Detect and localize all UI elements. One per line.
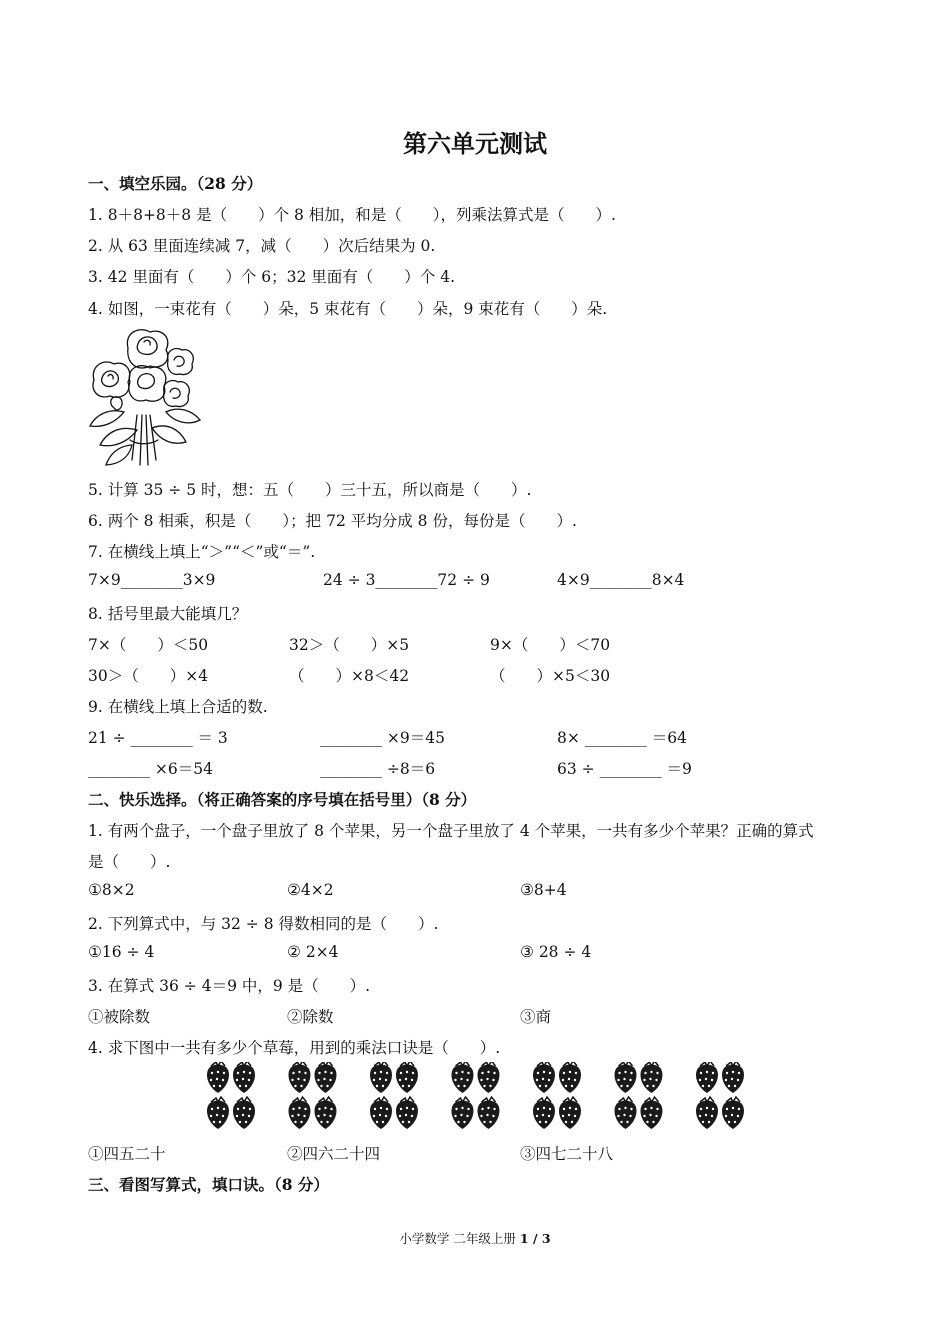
strawberry-icon bbox=[559, 1062, 581, 1093]
strawberry-icon bbox=[396, 1097, 418, 1129]
strawberry-icon bbox=[370, 1097, 392, 1129]
strawberry-icon bbox=[315, 1062, 337, 1093]
option-a: ①16 ÷ 4 bbox=[88, 943, 155, 961]
strawberry-icon bbox=[641, 1062, 663, 1093]
rose-bouquet-image bbox=[82, 320, 207, 470]
question-1-4: 4. 如图，一束花有（ ）朵，5 束花有（ ）朵，9 束花有（ ）朵. bbox=[88, 300, 608, 318]
compare-item-1: 7×9________3×9 bbox=[88, 571, 216, 589]
strawberry-icon bbox=[207, 1097, 229, 1129]
option-c: ③四七二十八 bbox=[520, 1145, 614, 1163]
question-1-1: 1. 8＋8+8＋8 是（ ）个 8 相加，和是（ ），列乘法算式是（ ）. bbox=[88, 206, 616, 224]
question-2-4: 4. 求下图中一共有多少个草莓，用到的乘法口诀是（ ）. bbox=[88, 1039, 501, 1057]
compare-item-3: 4×9________8×4 bbox=[557, 571, 685, 589]
fill-number-item: ________ ×9＝45 bbox=[320, 729, 445, 747]
strawberry-icon bbox=[696, 1097, 718, 1129]
strawberry-icon bbox=[370, 1062, 392, 1093]
option-b: ②除数 bbox=[287, 1008, 334, 1026]
strawberry-icon bbox=[289, 1062, 311, 1093]
question-1-5: 5. 计算 35 ÷ 5 时，想：五（ ）三十五，所以商是（ ）. bbox=[88, 481, 532, 499]
question-2-2: 2. 下列算式中，与 32 ÷ 8 得数相同的是（ ）. bbox=[88, 915, 439, 933]
footer-text: 小学数学 二年级上册 bbox=[399, 1231, 516, 1246]
compare-item-2: 24 ÷ 3________72 ÷ 9 bbox=[323, 571, 490, 589]
strawberry-icon bbox=[615, 1097, 637, 1129]
strawberry-icon bbox=[615, 1062, 637, 1093]
option-c: ③8+4 bbox=[520, 881, 567, 899]
strawberry-icon bbox=[696, 1062, 718, 1093]
fill-number-item: 21 ÷ ________ ＝ 3 bbox=[88, 729, 228, 747]
strawberry-icon bbox=[722, 1097, 744, 1129]
option-c: ③商 bbox=[520, 1008, 552, 1026]
max-fill-item: 30＞（ ）×4 bbox=[88, 667, 209, 685]
option-c: ③ 28 ÷ 4 bbox=[520, 943, 592, 961]
question-1-8: 8. 括号里最大能填几？ bbox=[88, 605, 248, 623]
question-2-3: 3. 在算式 36 ÷ 4＝9 中，9 是（ ）. bbox=[88, 977, 371, 995]
section3-heading: 三、看图写算式，填口诀。（8 分） bbox=[88, 1175, 329, 1194]
strawberry-icon bbox=[641, 1097, 663, 1129]
question-2-1-cont: 是（ ）. bbox=[88, 853, 171, 871]
strawberry-icon bbox=[452, 1062, 474, 1093]
max-fill-item: 7×（ ）＜50 bbox=[88, 636, 209, 654]
option-b: ② 2×4 bbox=[287, 943, 339, 961]
max-fill-item: （ ）×8＜42 bbox=[289, 667, 410, 685]
strawberry-icon bbox=[533, 1062, 555, 1093]
question-1-2: 2. 从 63 里面连续减 7，减（ ）次后结果为 0. bbox=[88, 237, 436, 255]
fill-number-item: 63 ÷ ________ ＝9 bbox=[557, 760, 692, 778]
question-1-7: 7. 在横线上填上“＞”“＜”或“＝”. bbox=[88, 543, 316, 561]
page-footer bbox=[0, 1229, 950, 1247]
page-title: 第六单元测试 bbox=[403, 129, 547, 158]
option-a: ①8×2 bbox=[88, 881, 135, 899]
strawberry-icon bbox=[452, 1097, 474, 1129]
strawberry-icon bbox=[478, 1062, 500, 1093]
section2-heading: 二、快乐选择。（将正确答案的序号填在括号里）（8 分） bbox=[88, 790, 477, 809]
strawberry-icon bbox=[233, 1062, 255, 1093]
page-number: 1 / 3 bbox=[519, 1231, 551, 1246]
strawberry-icon bbox=[315, 1097, 337, 1129]
option-a: ①被除数 bbox=[88, 1008, 151, 1026]
fill-number-item: 8× ________ ＝64 bbox=[557, 729, 687, 747]
strawberry-icon bbox=[396, 1062, 418, 1093]
fill-number-item: ________ ×6＝54 bbox=[88, 760, 213, 778]
question-1-3: 3. 42 里面有（ ）个 6；32 里面有（ ）个 4. bbox=[88, 268, 456, 286]
section1-heading: 一、填空乐园。（28 分） bbox=[88, 174, 263, 193]
max-fill-item: 32＞（ ）×5 bbox=[289, 636, 410, 654]
option-b: ②四六二十四 bbox=[287, 1145, 381, 1163]
max-fill-item: （ ）×5＜30 bbox=[490, 667, 611, 685]
option-b: ②4×2 bbox=[287, 881, 334, 899]
question-2-1: 1. 有两个盘子，一个盘子里放了 8 个苹果，另一个盘子里放了 4 个苹果，一共有多少个苹果？正确的算式 bbox=[88, 822, 814, 840]
strawberry-icon bbox=[559, 1097, 581, 1129]
strawberry-icon bbox=[207, 1062, 229, 1093]
strawberry-icon bbox=[478, 1097, 500, 1129]
option-a: ①四五二十 bbox=[88, 1145, 166, 1163]
question-1-6: 6. 两个 8 相乘，积是（ ）；把 72 平均分成 8 份，每份是（ ）. bbox=[88, 512, 577, 530]
max-fill-item: 9×（ ）＜70 bbox=[490, 636, 611, 654]
strawberry-icon bbox=[533, 1097, 555, 1129]
question-1-9: 9. 在横线上填上合适的数. bbox=[88, 698, 268, 716]
strawberry-icon bbox=[722, 1062, 744, 1093]
strawberry-icon bbox=[233, 1097, 255, 1129]
strawberry-groups-image bbox=[204, 1062, 749, 1134]
fill-number-item: ________ ÷8＝6 bbox=[320, 760, 436, 778]
strawberry-icon bbox=[289, 1097, 311, 1129]
